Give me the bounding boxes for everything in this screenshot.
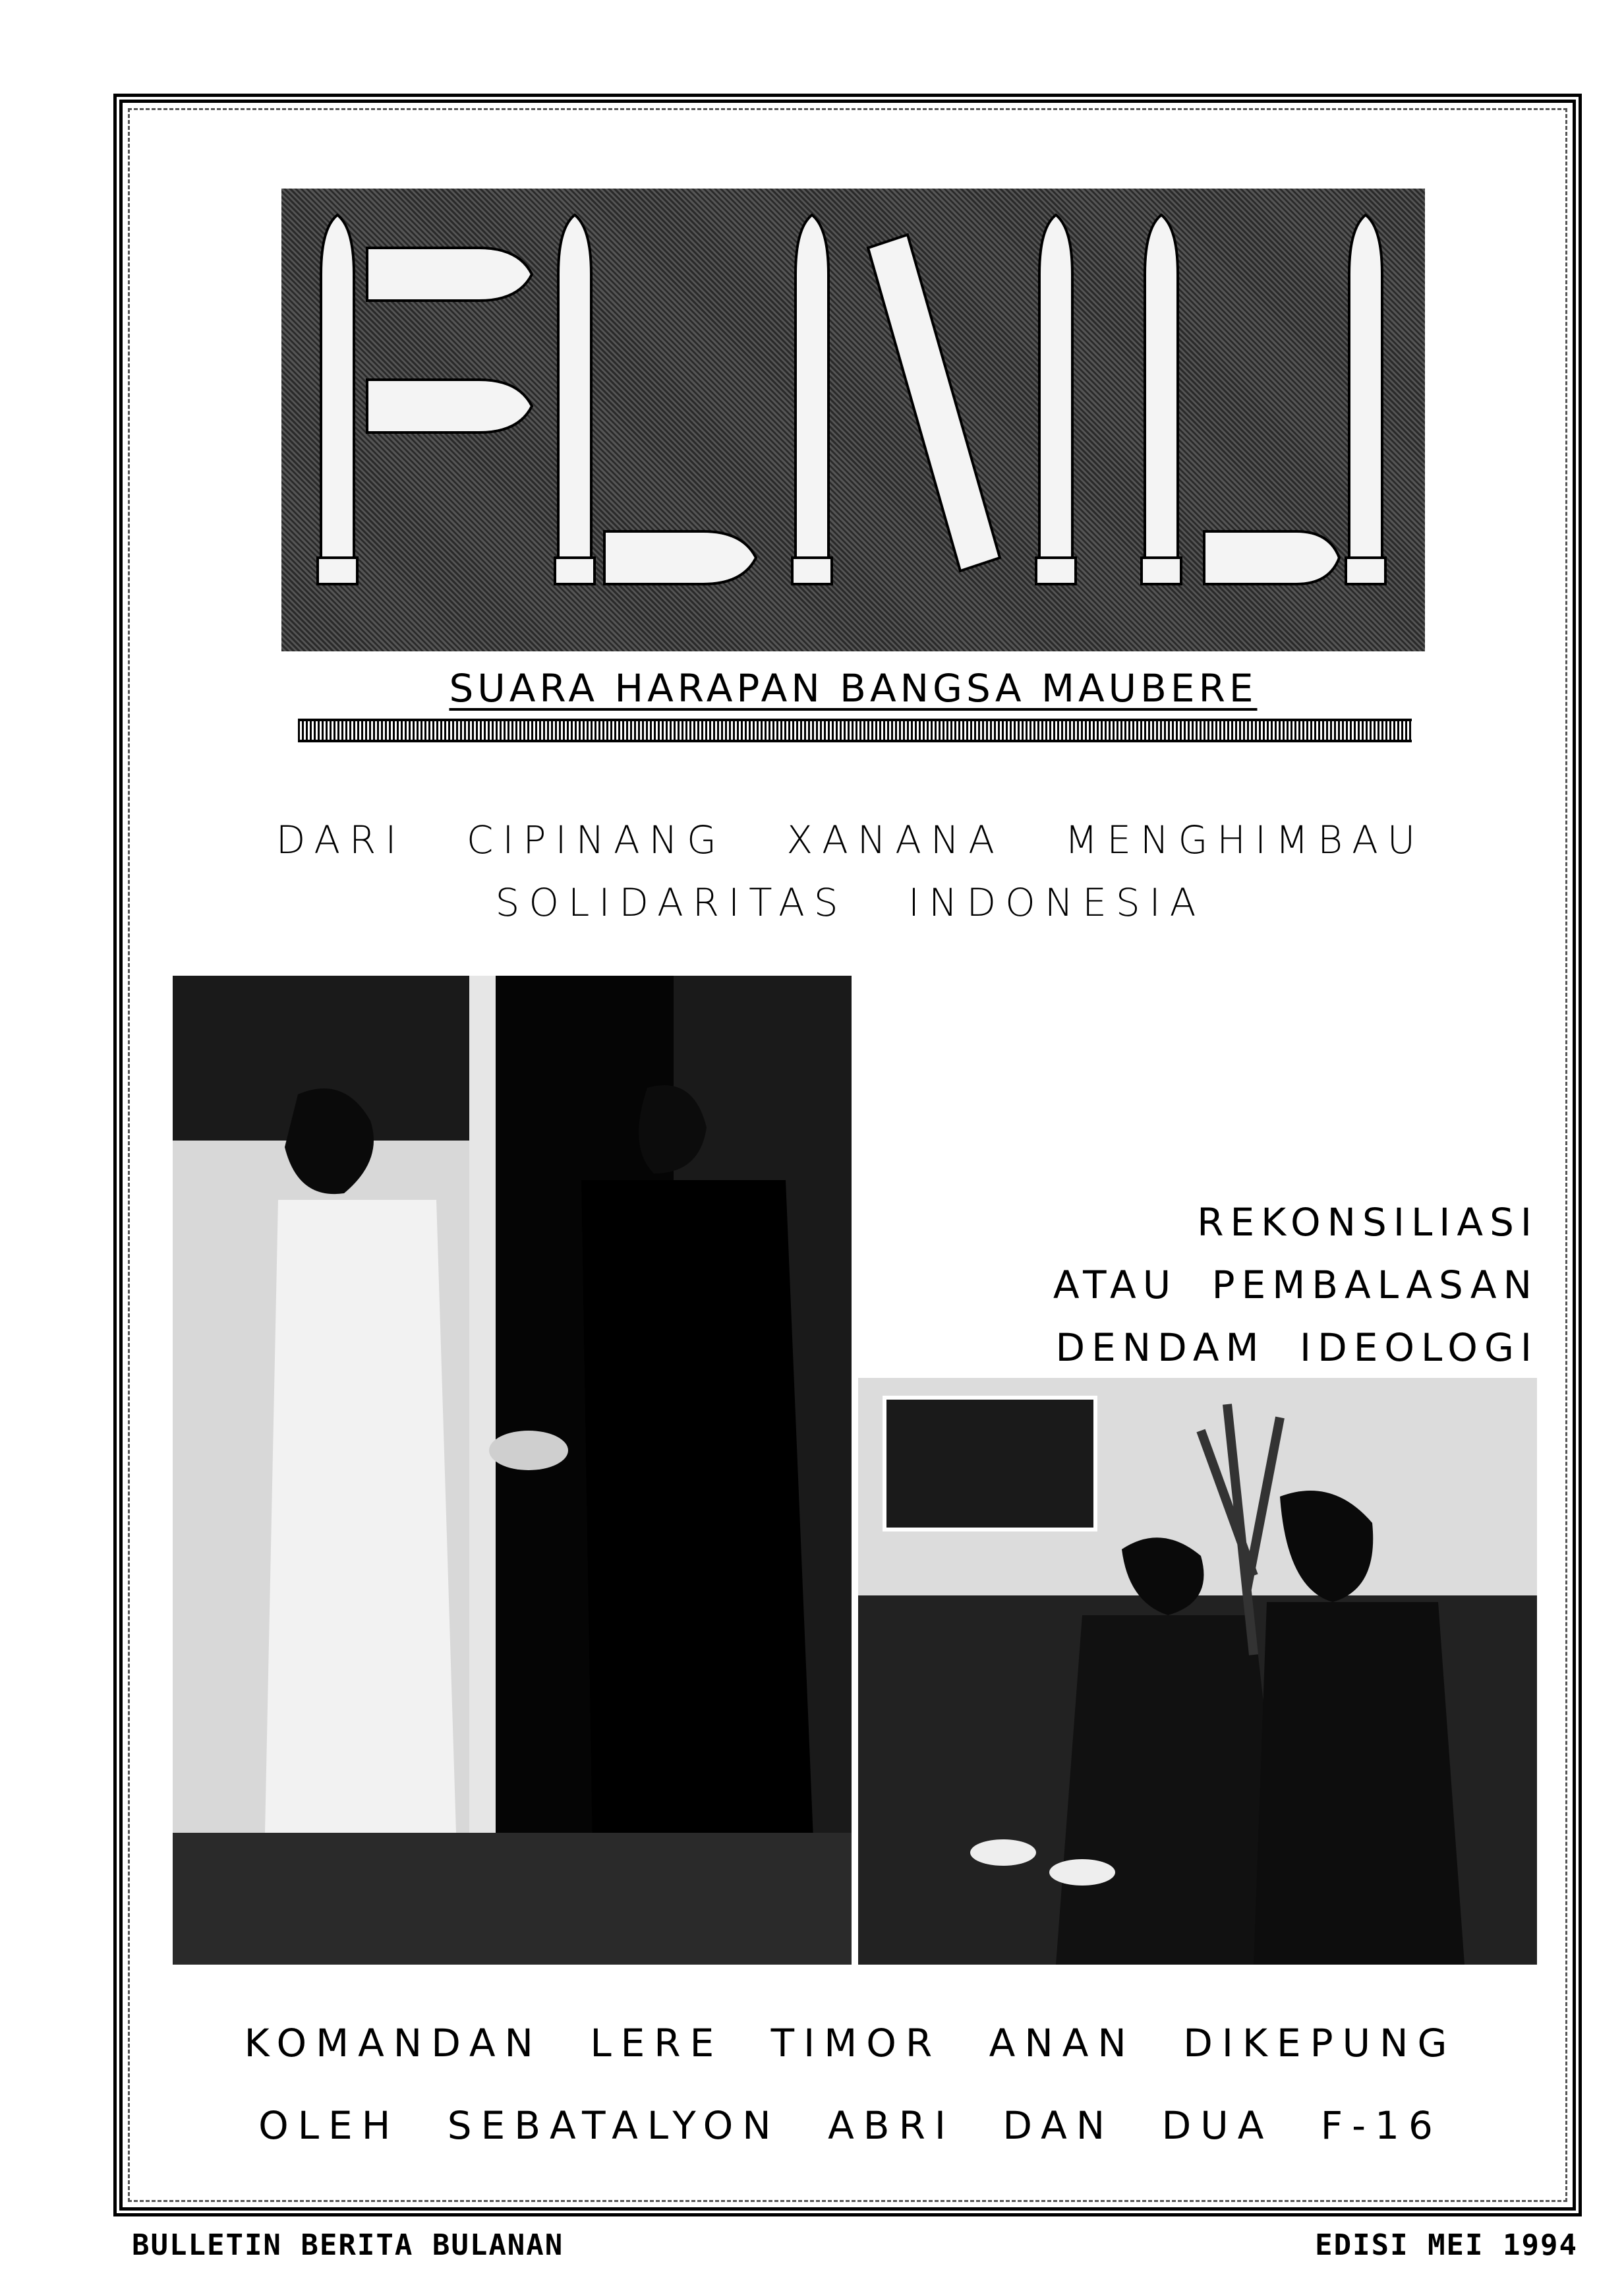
photo-meeting bbox=[858, 1378, 1537, 1965]
bullet-icon bbox=[1349, 215, 1382, 558]
photo-handshake bbox=[173, 976, 852, 1965]
bullet-icon bbox=[868, 235, 1000, 571]
bullet-icon bbox=[558, 215, 591, 558]
main-headline-line2: SOLIDARITAS INDONESIA bbox=[495, 880, 1205, 925]
bullet-letters-graphic bbox=[281, 189, 1425, 651]
footer-edition: EDISI MEI 1994 bbox=[1315, 2228, 1578, 2262]
masthead-tagline: SUARA HARAPAN BANGSA MAUBERE bbox=[449, 666, 1258, 711]
bullet-icon bbox=[555, 558, 594, 584]
bullet-icon bbox=[792, 558, 832, 584]
main-headline-line1: DARI CIPINANG XANANA MENGHIMBAU bbox=[276, 818, 1425, 862]
bullet-icon bbox=[796, 215, 828, 558]
footer-publication: BULLETIN BERITA BULANAN bbox=[132, 2228, 564, 2262]
bullet-icon bbox=[1145, 215, 1178, 558]
side-headline-line2: ATAU PEMBALASAN bbox=[1053, 1263, 1538, 1307]
bullet-icon bbox=[604, 531, 756, 584]
bullet-icon bbox=[1036, 558, 1076, 584]
bullet-icon bbox=[367, 248, 532, 301]
side-headline-line1: REKONSILIASI bbox=[1197, 1200, 1538, 1245]
side-headline-line3: DENDAM IDEOLOGI bbox=[1055, 1325, 1538, 1370]
bottom-headline-line2: OLEH SEBATALYON ABRI DAN DUA F-16 bbox=[258, 2103, 1442, 2148]
masthead-logo bbox=[281, 189, 1425, 651]
tagline-rule bbox=[298, 719, 1412, 742]
bullet-icon bbox=[1039, 215, 1072, 558]
bottom-headline-line1: KOMANDAN LERE TIMOR ANAN DIKEPUNG bbox=[244, 2021, 1457, 2066]
bullet-icon bbox=[318, 558, 357, 584]
bullet-icon bbox=[1204, 531, 1339, 584]
bullet-icon bbox=[1346, 558, 1385, 584]
bullet-icon bbox=[367, 380, 532, 432]
bullet-icon bbox=[321, 215, 354, 558]
bullet-icon bbox=[1142, 558, 1181, 584]
